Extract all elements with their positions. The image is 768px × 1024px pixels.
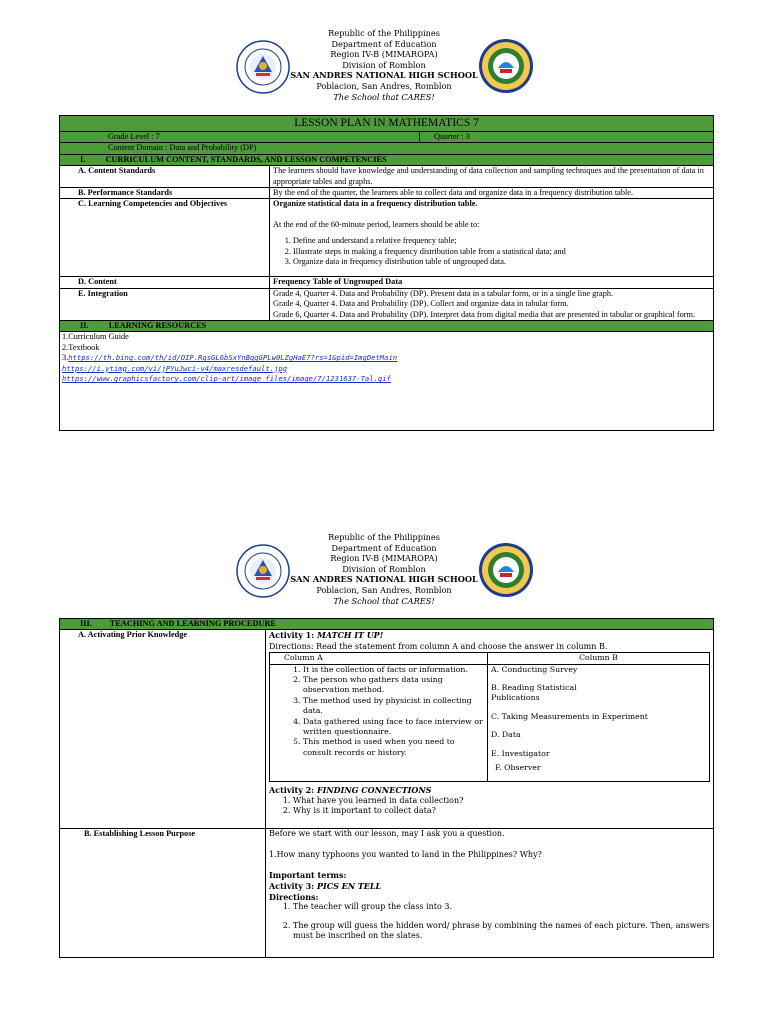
- competencies-intro: At the end of the 60-minute period, learners should be able to:: [273, 219, 480, 229]
- competencies-label: C. Learning Competencies and Objectives: [60, 199, 270, 277]
- resource-link-3[interactable]: https://www.graphicsfactory.com/clip-art/image_files/image/7/1231637-Tal.gif: [62, 374, 391, 384]
- header-page2: [0, 532, 768, 606]
- competencies-main: Organize statistical data in a frequency distribution table.: [273, 199, 478, 209]
- match-table: [269, 652, 710, 781]
- header-school: SAN ANDRES NATIONAL HIGH SCHOOL: [290, 70, 478, 81]
- column-a-list: [273, 665, 484, 759]
- purpose-label: B. Establishing Lesson Purpose: [60, 829, 266, 958]
- header-school: SAN ANDRES NATIONAL HIGH SCHOOL: [290, 574, 478, 585]
- resource-curriculum-guide: 1.Curriculum Guide: [62, 332, 129, 342]
- activity-3-item: 2. The group will guess the hidden word/ phrase by combining the names of each picture. Then, answers must be inscribed on the slates.: [293, 921, 710, 942]
- integration-line: Grade 4, Quarter 4. Data and Probability (DP). Present data in a tabular form, or in a single line graph.: [273, 288, 614, 298]
- section-2-number: II.: [80, 321, 89, 331]
- content-standards-row: [60, 166, 714, 188]
- deped-seal-logo: [236, 40, 290, 94]
- header-page1: [0, 28, 768, 102]
- column-b-item: A. Conducting Survey: [491, 664, 578, 674]
- header-division: Division of Romblon: [342, 59, 426, 70]
- activity-2-item: 2. Why is it important to collect data?: [293, 806, 710, 816]
- resource-3-prefix: 3.: [62, 353, 69, 363]
- objective-item: 3. Organize data in frequency distribution table of ungrouped data.: [293, 257, 710, 267]
- header-motto: The School that CARES!: [333, 595, 435, 606]
- integration-line: Grade 6, Quarter 4. Data and Probability (DP). Interpret data from digital media that are presented in tabular or graphical form.: [273, 309, 696, 319]
- resource-link-1[interactable]: https://th.bing.com/th/id/OIP.RgsGL6bSxYnBqgGPLw0LZgHaE7?rs=1&pid=ImgDetMain: [68, 353, 398, 363]
- purpose-question: 1.How many typhoons you wanted to land in the Philippines? Why?: [269, 849, 542, 859]
- quarter: Quarter : 3: [420, 132, 714, 143]
- section-3-header: [60, 619, 714, 630]
- header-address: Poblacion, San Andres, Romblon: [316, 80, 452, 91]
- performance-standards-text: By the end of the quarter, the learners able to collect data and organize data in a frequency distribution table.: [270, 188, 714, 199]
- integration-line: Grade 4, Quarter 4. Data and Probability (DP). Collect and organize data in tabular form.: [273, 299, 569, 309]
- content-domain-row: [60, 143, 714, 154]
- section-2-header: [60, 321, 714, 332]
- lesson-plan-table-page1: [59, 115, 714, 431]
- objectives-list: [273, 236, 710, 267]
- header-motto: The School that CARES!: [333, 91, 435, 102]
- activity-2-item: 1. What have you learned in data collection?: [293, 796, 710, 806]
- column-b-item: E. Investigator: [491, 748, 550, 758]
- important-terms: Important terms:: [269, 870, 347, 881]
- column-b-item: F. Observer: [495, 763, 541, 773]
- school-seal-logo: [478, 542, 534, 598]
- header-republic: Republic of the Philippines: [328, 28, 440, 38]
- grade-level: Grade Level : 7: [60, 132, 420, 143]
- lesson-title-row: [60, 116, 714, 132]
- column-a-item: 5. This method is used when you need to consult records or history.: [303, 737, 484, 758]
- content-standards-label: A. Content Standards: [60, 166, 270, 188]
- section-2-label: LEARNING RESOURCES: [108, 321, 207, 331]
- header-department: Department of Education: [331, 542, 437, 553]
- content-standards-text: The learners should have knowledge and understanding of data collection and sampling techniques and the presentation of data in appropriate tables and graphs.: [270, 166, 714, 188]
- lesson-title: LESSON PLAN IN MATHEMATICS 7: [60, 116, 714, 132]
- activity-2-name: FINDING CONNECTIONS: [316, 784, 432, 795]
- section-1-header: [60, 154, 714, 165]
- school-seal-logo: [478, 38, 534, 94]
- activity-1-prefix: Activity 1:: [269, 630, 317, 641]
- grade-quarter-row: [60, 132, 714, 143]
- content-domain: Content Domain : Data and Probability (DP): [60, 143, 714, 154]
- activity-1-name: MATCH IT UP!: [316, 630, 384, 641]
- activity-2-prefix: Activity 2:: [269, 784, 317, 795]
- activity-3-list: [269, 902, 710, 941]
- resources-row: [60, 332, 714, 431]
- column-a-item: 3. The method used by physicist in collecting data.: [303, 696, 484, 717]
- content-text: Frequency Table of Ungrouped Data: [270, 277, 714, 288]
- objective-item: 2. Illustrate steps in making a frequency distribution table from a statistical data; and: [293, 247, 710, 257]
- activity-3-prefix: Activity 3:: [269, 880, 317, 891]
- activating-row: [60, 630, 714, 829]
- header-division: Division of Romblon: [342, 563, 426, 574]
- column-a-item: 4. Data gathered using face to face interview or written questionnaire.: [303, 717, 484, 738]
- section-3-number: III.: [80, 619, 92, 628]
- resource-textbook: 2.Textbook: [62, 342, 100, 352]
- column-a-header: Column A: [270, 653, 488, 664]
- column-b-header: Column B: [488, 653, 710, 664]
- objective-item: 1. Define and understand a relative frequency table;: [293, 236, 710, 246]
- content-row: [60, 277, 714, 288]
- activity-1-directions: Directions: Read the statement from column A and choose the answer in column B.: [269, 641, 608, 651]
- deped-seal-logo: [236, 544, 290, 598]
- header-republic: Republic of the Philippines: [328, 532, 440, 542]
- column-a-item: 2. The person who gathers data using observation method.: [303, 675, 484, 696]
- activity-2-list: [269, 796, 710, 817]
- integration-row: [60, 288, 714, 320]
- competencies-row: [60, 199, 714, 277]
- section-1-label: CURRICULUM CONTENT, STANDARDS, AND LESSON COMPETENCIES: [105, 154, 387, 164]
- column-b-item: D. Data: [491, 730, 521, 740]
- header-region: Region IV-B (MIMAROPA): [330, 49, 438, 60]
- performance-standards-row: [60, 188, 714, 199]
- column-a-item: 1. It is the collection of facts or information.: [303, 665, 484, 675]
- resource-link-2[interactable]: https://i.ytimg.com/vi/jPYuJwci-v4/maxresdefault.jpg: [62, 363, 288, 373]
- section-1-number: I.: [80, 154, 86, 164]
- purpose-intro: Before we start with our lesson, may I ask you a question.: [269, 829, 505, 839]
- activity-3-directions: Directions:: [269, 892, 319, 903]
- header-address: Poblacion, San Andres, Romblon: [316, 584, 452, 595]
- integration-label: E. Integration: [60, 288, 270, 320]
- header-region: Region IV-B (MIMAROPA): [330, 553, 438, 564]
- column-b-item: C. Taking Measurements in Experiment: [491, 711, 648, 721]
- lesson-plan-table-page2: [59, 618, 714, 958]
- activating-label: A. Activating Prior Knowledge: [60, 630, 266, 829]
- header-department: Department of Education: [331, 38, 437, 49]
- content-label: D. Content: [60, 277, 270, 288]
- purpose-row: [60, 829, 714, 958]
- activity-3-name: PICS EN TELL: [316, 880, 382, 891]
- performance-standards-label: B. Performance Standards: [60, 188, 270, 199]
- activity-3-item: 1. The teacher will group the class into 3.: [293, 902, 710, 912]
- column-b-item: B. Reading Statistical Publications: [491, 683, 577, 703]
- section-3-label: TEACHING AND LEARNING PROCEDURE: [109, 619, 276, 628]
